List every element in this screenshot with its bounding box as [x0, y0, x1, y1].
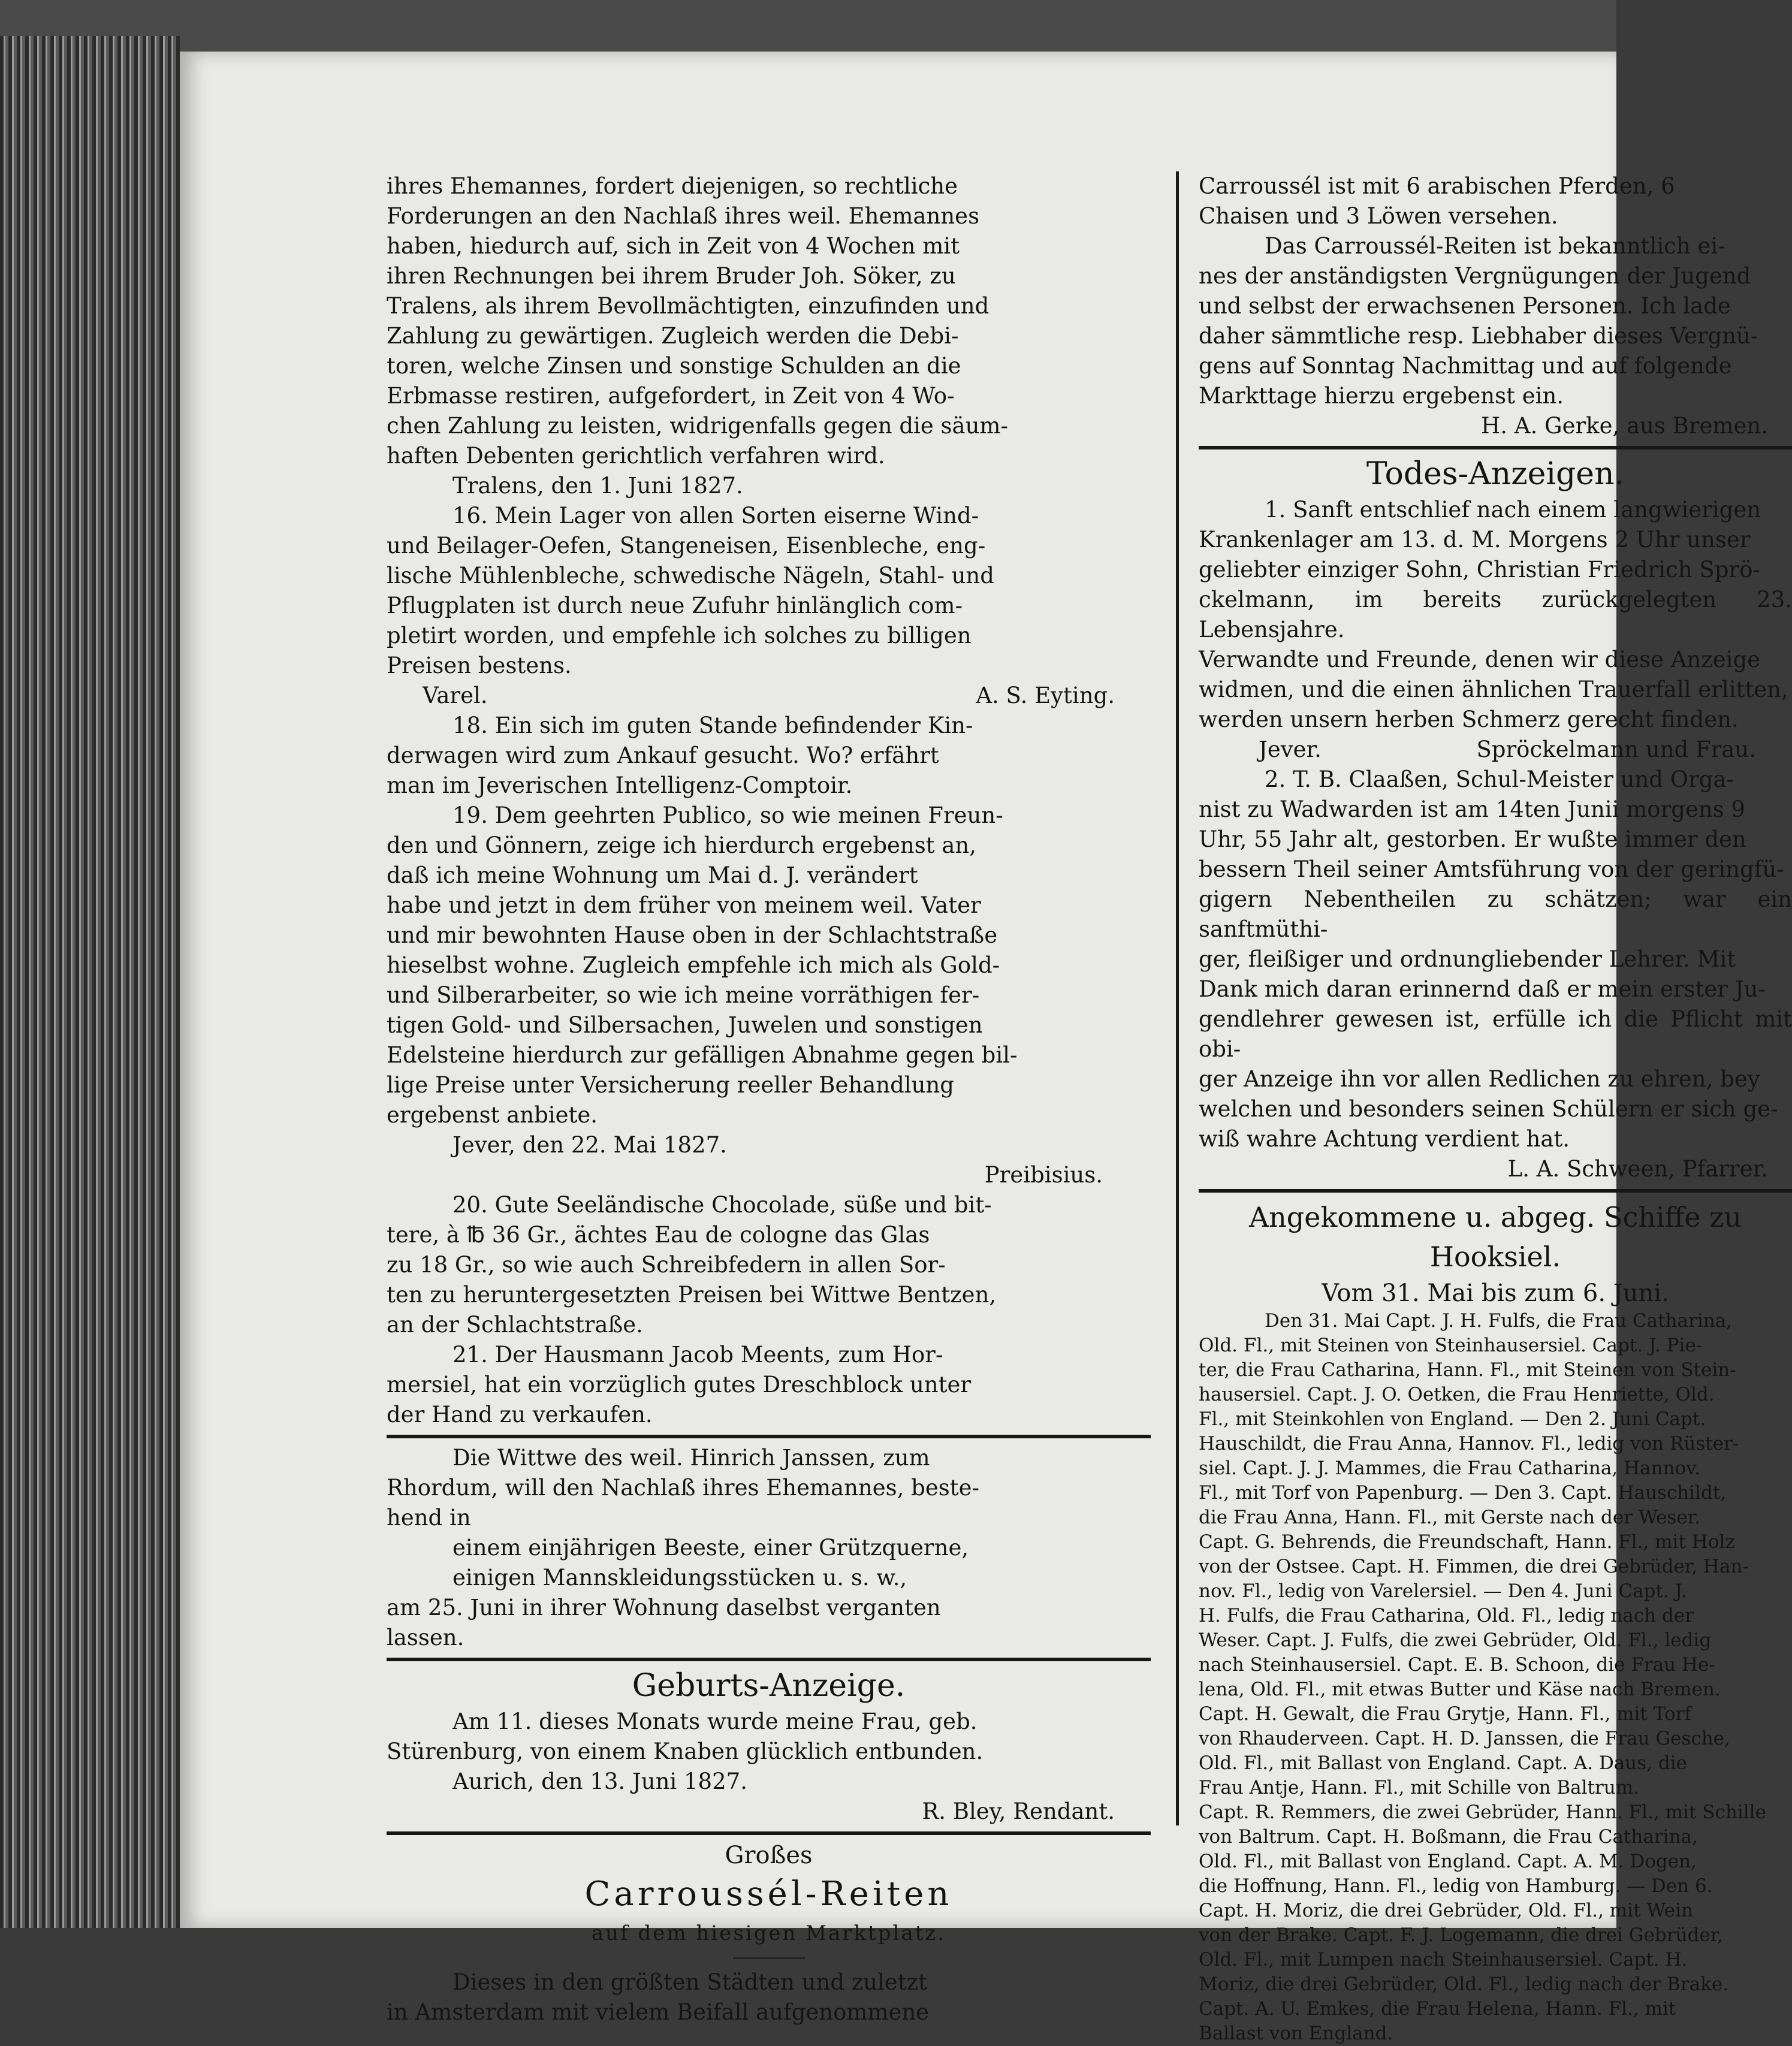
- birth-notice: [387, 1707, 1151, 1767]
- section-rule: [387, 1658, 1151, 1661]
- text-line: Dank mich daran erinnernd daß er mein erster Ju-: [1199, 976, 1766, 1002]
- book-page-edges: [0, 36, 180, 1928]
- text-line: und Silberarbeiter, so wie ich meine vorräthigen fer-: [387, 982, 980, 1008]
- carroussel-text-2: [1199, 231, 1792, 411]
- text-line: und selbst der erwachsenen Personen. Ich lade: [1199, 293, 1731, 319]
- ships-list: [1199, 1309, 1792, 2046]
- carroussel-pretitle: Großes: [725, 1842, 813, 1869]
- carroussel-short-rule: [733, 1957, 805, 1959]
- text-line: mersiel, hat ein vorzüglich gutes Dreschblock unter: [387, 1372, 972, 1398]
- text-line: Frau Antje, Hann. Fl., mit Schille von Baltrum.: [1199, 1777, 1640, 1798]
- birth-heading: Geburts-Anzeige.: [632, 1668, 906, 1704]
- text-line: ten zu heruntergesetzten Preisen bei Wittwe Bentzen,: [387, 1282, 997, 1308]
- text-line: Tralens, als ihrem Bevollmächtigten, einzufinden und: [387, 293, 989, 319]
- text-line: ihren Rechnungen bei ihrem Bruder Joh. Söker, zu: [387, 263, 956, 289]
- death-notice-1-place: Jever.: [1259, 737, 1322, 762]
- notice-widow-end: [387, 1593, 1151, 1653]
- text-line: Markttage hierzu ergebenst ein.: [1199, 383, 1564, 409]
- text-line: Den 31. Mai Capt. J. H. Fulfs, die Frau Catharina,: [1265, 1310, 1733, 1332]
- text-line: ger, fleißiger und ordnungliebender Lehrer. Mit: [1199, 946, 1736, 972]
- text-line: bessern Theil seiner Amtsführung von der geringfü-: [1199, 856, 1784, 882]
- notice-18-pram: [387, 711, 1151, 801]
- text-line: chen Zahlung zu leisten, widrigenfalls gegen die säum-: [387, 413, 1009, 439]
- text-line: Moriz, die drei Gebrüder, Old. Fl., ledig nach der Brake.: [1199, 1973, 1729, 1995]
- text-line: gigern Nebentheilen zu schätzen; war ein sanftmüthi-: [1199, 886, 1792, 942]
- text-line: einigen Mannskleidungsstücken u. s. w.,: [452, 1565, 907, 1591]
- notice-16-place: Varel.: [423, 683, 488, 708]
- text-line: Capt. G. Behrends, die Freundschaft, Hann. Fl., mit Holz: [1199, 1531, 1735, 1553]
- section-rule: [1199, 1189, 1792, 1193]
- text-line: nach Steinhausersiel. Capt. E. B. Schoon, die Frau He-: [1199, 1654, 1715, 1676]
- notice-16-signer: A. S. Eyting.: [976, 683, 1115, 708]
- text-line: wiß wahre Achtung verdient hat.: [1199, 1126, 1570, 1152]
- text-line: Capt. A. U. Emkes, die Frau Helena, Hann. Fl., mit: [1199, 1998, 1676, 2020]
- text-line: Zahlung zu gewärtigen. Zugleich werden die Debi-: [387, 323, 959, 349]
- text-line: 2. T. B. Claaßen, Schul-Meister und Orga-: [1265, 767, 1734, 792]
- birth-signer: R. Bley, Rendant.: [922, 1798, 1115, 1824]
- birth-date: Aurich, den 13. Juni 1827.: [452, 1769, 747, 1794]
- text-line: H. Fulfs, die Frau Catharina, Old. Fl., ledig nach der: [1199, 1605, 1694, 1626]
- text-line: tigen Gold- und Silbersachen, Juwelen und sonstigen: [387, 1012, 983, 1038]
- carroussel-title: Carroussél-Reiten: [584, 1875, 953, 1914]
- text-line: gens auf Sonntag Nachmittag und auf folgende: [1199, 353, 1732, 379]
- section-rule: [1199, 446, 1792, 449]
- text-line: haften Debenten gerichtlich verfahren wird.: [387, 443, 885, 469]
- newspaper-page: [180, 52, 1792, 2044]
- death-notice-1-signature: [1199, 735, 1792, 765]
- text-line: Krankenlager am 13. d. M. Morgens 2 Uhr unser: [1199, 527, 1751, 553]
- text-line: ger Anzeige ihn vor allen Redlichen zu ehren, bey: [1199, 1066, 1760, 1092]
- text-line: Preisen bestens.: [387, 653, 572, 678]
- text-line: ckelmann, im bereits zurückgelegten 23. Lebensjahre.: [1199, 587, 1792, 642]
- text-line: Fl., mit Torf von Papenburg. — Den 3. Capt. Hauschildt,: [1199, 1482, 1727, 1504]
- text-line: nes der anständigsten Vergnügungen der Jugend: [1199, 263, 1751, 289]
- section-rule: [387, 1435, 1151, 1438]
- section-rule: [387, 1831, 1151, 1835]
- text-line: nist zu Wadwarden ist am 14ten Junii morgens 9: [1199, 796, 1745, 822]
- text-line: haben, hiedurch auf, sich in Zeit von 4 Wochen mit: [387, 233, 960, 259]
- text-line: Stürenburg, von einem Knaben glücklich entbunden.: [387, 1739, 984, 1764]
- text-line: von der Ostsee. Capt. H. Fimmen, die drei Gebrüder, Han-: [1199, 1556, 1749, 1577]
- text-line: geliebter einziger Sohn, Christian Friedrich Sprö-: [1199, 557, 1760, 583]
- column-divider: [1176, 171, 1179, 1825]
- text-line: Capt. R. Remmers, die zwei Gebrüder, Hann. Fl., mit Schille: [1199, 1801, 1766, 1823]
- text-line: daher sämmtliche resp. Liebhaber dieses Vergnü-: [1199, 323, 1758, 349]
- text-line: Old. Fl., mit Ballast von England. Capt. A. M. Dogen,: [1199, 1851, 1697, 1872]
- text-line: ergebenst anbiete.: [387, 1102, 598, 1128]
- text-line: Forderungen an den Nachlaß ihres weil. Ehemannes: [387, 203, 980, 229]
- text-line: werden unsern herben Schmerz gerecht finden.: [1199, 707, 1739, 732]
- text-line: und Beilager-Oefen, Stangeneisen, Eisenbleche, eng-: [387, 533, 986, 559]
- notice-estate: [387, 171, 1151, 471]
- notice-20-chocolate: [387, 1190, 1151, 1340]
- notice-19-goldsmith: [387, 801, 1151, 1130]
- text-line: 19. Dem geehrten Publico, so wie meinen Freun-: [452, 802, 1003, 828]
- text-line: toren, welche Zinsen und sonstige Schulden an die: [387, 353, 961, 379]
- text-line: welchen und besonders seinen Schülern er sich ge-: [1199, 1096, 1778, 1122]
- text-line: Erbmasse restiren, aufgefordert, in Zeit von 4 Wo-: [387, 383, 955, 409]
- carroussel-text: [387, 1967, 1151, 2027]
- text-line: habe und jetzt in dem früher von meinem weil. Vater: [387, 892, 981, 918]
- text-line: Weser. Capt. J. Fulfs, die zwei Gebrüder, Old. Fl., ledig: [1199, 1629, 1712, 1651]
- text-line: Old. Fl., mit Ballast von England. Capt. A. Daus, die: [1199, 1752, 1687, 1774]
- notice-19-date: Jever, den 22. Mai 1827.: [452, 1132, 727, 1158]
- right-column: [1199, 171, 1792, 2046]
- text-line: siel. Capt. J. J. Mammes, die Frau Catharina, Hannov.: [1199, 1457, 1700, 1479]
- text-line: der Hand zu verkaufen.: [387, 1402, 653, 1428]
- text-line: 1. Sanft entschlief nach einem langwierigen: [1265, 497, 1761, 523]
- text-line: Rhordum, will den Nachlaß ihres Ehemannes, beste-: [387, 1475, 980, 1501]
- text-line: lassen.: [387, 1625, 464, 1650]
- death-notice-2-signer: L. A. Schween, Pfarrer.: [1507, 1156, 1768, 1182]
- ships-heading: Angekommene u. abgeg. Schiffe zu Hooksiel.: [1248, 1201, 1742, 1273]
- text-line: hieselbst wohne. Zugleich empfehle ich mich als Gold-: [387, 952, 1000, 978]
- notice-19-signer: Preibisius.: [984, 1162, 1103, 1188]
- carroussel-continued: [1199, 171, 1792, 231]
- death-heading: Todes-Anzeigen.: [1366, 456, 1625, 492]
- death-notice-2: [1199, 765, 1792, 1154]
- text-line: von der Brake. Capt. F. J. Logemann, die drei Gebrüder,: [1199, 1924, 1723, 1946]
- text-line: Das Carroussél-Reiten ist bekanntlich ei-: [1265, 233, 1725, 259]
- text-line: einem einjährigen Beeste, einer Grützquerne,: [452, 1535, 969, 1561]
- text-line: und mir bewohnten Hause oben in der Schlachtstraße: [387, 922, 998, 948]
- text-line: widmen, und die einen ähnlichen Trauerfall erlitten,: [1199, 677, 1788, 702]
- text-line: Old. Fl., mit Lumpen nach Steinhausersiel. Capt. H.: [1199, 1949, 1688, 1970]
- text-line: ihres Ehemannes, fordert diejenigen, so rechtliche: [387, 173, 958, 199]
- text-line: Chaisen und 3 Löwen versehen.: [1199, 203, 1558, 229]
- text-line: Old. Fl., mit Steinen von Steinhausersiel. Capt. J. Pie-: [1199, 1335, 1703, 1356]
- text-line: Ballast von England.: [1199, 2023, 1393, 2044]
- text-line: lena, Old. Fl., mit etwas Butter und Käse nach Bremen.: [1199, 1679, 1721, 1700]
- notice-widow: [387, 1443, 1151, 1533]
- text-line: nov. Fl., ledig von Varelersiel. — Den 4. Juni Capt. J.: [1199, 1580, 1687, 1602]
- text-line: zu 18 Gr., so wie auch Schreibfedern in allen Sor-: [387, 1252, 946, 1278]
- text-line: die Frau Anna, Hann. Fl., mit Gerste nach der Weser.: [1199, 1507, 1701, 1528]
- text-line: den und Gönnern, zeige ich hierdurch ergebenst an,: [387, 832, 977, 858]
- text-line: Die Wittwe des weil. Hinrich Janssen, zum: [452, 1445, 930, 1471]
- text-line: hend in: [387, 1505, 471, 1531]
- text-line: lische Mühlenbleche, schwedische Nägeln, Stahl- und: [387, 563, 994, 589]
- ships-subheading: Vom 31. Mai bis zum 6. Juni.: [1322, 1279, 1669, 1307]
- text-line: von Baltrum. Capt. H. Boßmann, die Frau Catharina,: [1199, 1826, 1698, 1848]
- text-line: tere, à ℔ 36 Gr., ächtes Eau de cologne das Glas: [387, 1222, 930, 1248]
- text-line: Capt. H. Moriz, die drei Gebrüder, Old. Fl., mit Wein: [1199, 1900, 1693, 1921]
- notice-widow-items: [387, 1533, 1151, 1593]
- text-line: Edelsteine hierdurch zur gefälligen Abnahme gegen bil-: [387, 1042, 1018, 1068]
- carroussel-signer: H. A. Gerke, aus Bremen.: [1481, 413, 1768, 439]
- text-line: ter, die Frau Catharina, Hann. Fl., mit Steinen von Stein-: [1199, 1359, 1736, 1381]
- text-line: Verwandte und Freunde, denen wir diese Anzeige: [1199, 647, 1761, 672]
- text-line: an der Schlachtstraße.: [387, 1312, 643, 1338]
- book-top-edge: [0, 0, 1616, 54]
- text-line: 20. Gute Seeländische Chocolade, süße und bit-: [452, 1192, 992, 1218]
- text-line: Uhr, 55 Jahr alt, gestorben. Er wußte immer den: [1199, 826, 1746, 852]
- text-line: hausersiel. Capt. J. O. Oetken, die Frau Henriette, Old.: [1199, 1384, 1715, 1405]
- text-line: Hauschildt, die Frau Anna, Hannov. Fl., ledig von Rüster-: [1199, 1433, 1739, 1454]
- text-line: in Amsterdam mit vielem Beifall aufgenommene: [387, 1999, 930, 2025]
- text-line: Carroussél ist mit 6 arabischen Pferden, 6: [1199, 173, 1675, 199]
- death-notice-1-signer: Spröckelmann und Frau.: [1476, 737, 1756, 762]
- text-line: die Hoffnung, Hann. Fl., ledig von Hamburg. — Den 6.: [1199, 1875, 1713, 1897]
- text-line: Dieses in den größten Städten und zuletzt: [452, 1969, 928, 1995]
- text-line: Am 11. dieses Monats wurde meine Frau, geb.: [452, 1709, 978, 1734]
- notice-21-dreschblock: [387, 1340, 1151, 1430]
- text-line: 18. Ein sich im guten Stande befindender Kin-: [452, 713, 973, 738]
- text-line: gendlehrer gewesen ist, erfülle ich die Pflicht mit obi-: [1199, 1006, 1792, 1062]
- notice-16-signature: [387, 681, 1151, 711]
- text-line: Pflugplaten ist durch neue Zufuhr hinlänglich com-: [387, 593, 963, 618]
- text-line: 21. Der Hausmann Jacob Meents, zum Hor-: [452, 1342, 943, 1368]
- text-line: Fl., mit Steinkohlen von England. — Den 2. Juni Capt.: [1199, 1408, 1706, 1430]
- carroussel-subtitle: auf dem hiesigen Marktplatz.: [591, 1921, 946, 1945]
- text-line: daß ich meine Wohnung um Mai d. J. verändert: [387, 862, 918, 888]
- text-line: derwagen wird zum Ankauf gesucht. Wo? erfährt: [387, 743, 939, 768]
- death-notice-1: [1199, 495, 1792, 735]
- text-line: lige Preise unter Versicherung reeller Behandlung: [387, 1072, 954, 1098]
- text-line: von Rhauderveen. Capt. H. D. Janssen, die Frau Gesche,: [1199, 1728, 1730, 1749]
- text-line: 16. Mein Lager von allen Sorten eiserne Wind-: [452, 503, 979, 529]
- text-line: Capt. H. Gewalt, die Frau Grytje, Hann. Fl., mit Torf: [1199, 1703, 1691, 1725]
- left-column: [387, 171, 1151, 2027]
- text-line: man im Jeverischen Intelligenz-Comptoir.: [387, 772, 853, 798]
- notice-16-stoves: [387, 501, 1151, 681]
- text-line: am 25. Juni in ihrer Wohnung daselbst verganten: [387, 1595, 941, 1620]
- text-line: pletirt worden, und empfehle ich solches zu billigen: [387, 623, 972, 648]
- notice-estate-date: Tralens, den 1. Juni 1827.: [452, 473, 743, 499]
